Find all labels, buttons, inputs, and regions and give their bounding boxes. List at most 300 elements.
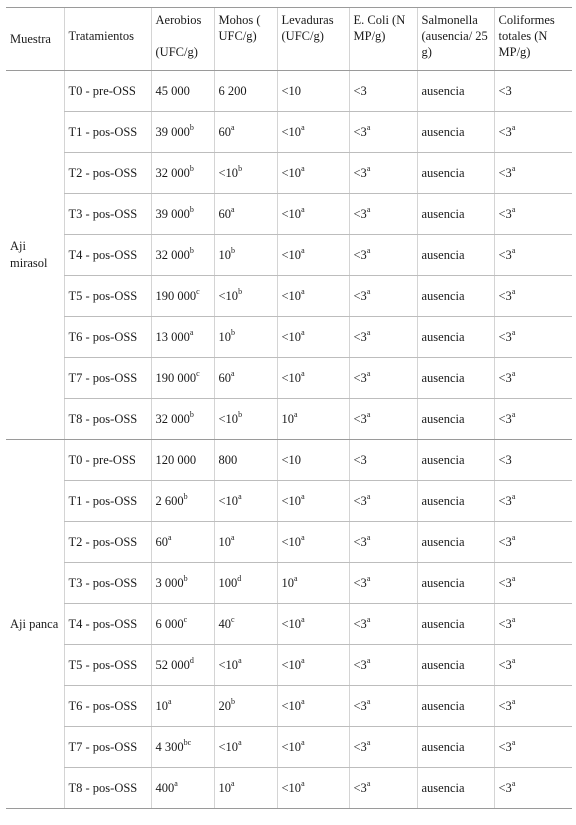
ecoli-cell-superscript: a	[366, 532, 371, 542]
mohos-cell	[214, 317, 277, 358]
mohos-cell-superscript: b	[231, 696, 235, 706]
header-mohos-label: Mohos ( UFC/g)	[218, 13, 261, 43]
aerobios-cell-superscript: a	[174, 778, 178, 788]
table-header	[6, 8, 572, 71]
microbiology-table	[6, 7, 572, 809]
coliformes-cell-value: <3	[498, 616, 512, 631]
salmonella-cell	[417, 112, 494, 153]
salmonella-cell-value: ausencia	[421, 616, 465, 631]
levaduras-cell-value: <10	[281, 698, 302, 713]
coliformes-cell	[494, 645, 572, 686]
coliformes-cell-superscript: a	[511, 122, 516, 132]
levaduras-cell-value: <10	[281, 83, 302, 98]
ecoli-cell-value: <3	[353, 165, 367, 180]
ecoli-cell-superscript: a	[366, 614, 371, 624]
levaduras-cell-superscript: a	[301, 204, 305, 214]
coliformes-cell	[494, 194, 572, 235]
levaduras-cell-value: 10	[281, 575, 294, 590]
levaduras-cell-value: <10	[281, 493, 302, 508]
coliformes-cell-superscript: a	[511, 163, 516, 173]
salmonella-cell	[417, 563, 494, 604]
ecoli-cell-superscript: a	[366, 368, 371, 378]
table-row	[6, 235, 572, 276]
aerobios-cell-value: 39 000	[155, 206, 190, 221]
ecoli-cell-value: <3	[353, 370, 367, 385]
ecoli-cell-value: <3	[353, 83, 367, 98]
levaduras-cell-superscript: a	[301, 614, 305, 624]
aerobios-cell	[151, 358, 214, 399]
levaduras-cell-superscript: a	[301, 368, 305, 378]
ecoli-cell-superscript: a	[366, 655, 371, 665]
coliformes-cell	[494, 563, 572, 604]
levaduras-cell	[277, 358, 349, 399]
header-aerobios	[151, 8, 214, 71]
aerobios-cell-superscript: bc	[183, 737, 192, 747]
aerobios-cell	[151, 194, 214, 235]
ecoli-cell-superscript: a	[366, 696, 371, 706]
coliformes-cell-superscript: a	[511, 327, 516, 337]
coliformes-cell-value: <3	[498, 247, 512, 262]
table-row	[6, 276, 572, 317]
aerobios-cell	[151, 317, 214, 358]
table-row	[6, 153, 572, 194]
coliformes-cell-superscript: a	[511, 204, 516, 214]
mohos-cell	[214, 71, 277, 112]
aerobios-cell	[151, 522, 214, 563]
ecoli-cell-superscript: a	[366, 778, 371, 788]
aerobios-cell-value: 32 000	[155, 247, 190, 262]
header-ecoli	[349, 8, 417, 71]
ecoli-cell-superscript: a	[366, 204, 371, 214]
aerobios-cell-value: 32 000	[155, 165, 190, 180]
ecoli-cell-value: <3	[353, 206, 367, 221]
mohos-cell	[214, 153, 277, 194]
levaduras-cell-value: <10	[281, 370, 302, 385]
coliformes-cell-value: <3	[498, 165, 512, 180]
header-levaduras	[277, 8, 349, 71]
levaduras-cell	[277, 71, 349, 112]
levaduras-cell-superscript: a	[301, 163, 305, 173]
coliformes-cell-superscript: a	[511, 491, 516, 501]
mohos-cell-value: 10	[218, 780, 231, 795]
aerobios-cell-value: 3 000	[155, 575, 184, 590]
tratamiento-cell: T5 - pos-OSS	[64, 645, 151, 686]
salmonella-cell	[417, 727, 494, 768]
mohos-cell-value: <10	[218, 165, 239, 180]
header-salmonella-label: Salmonella (ausencia/ 25 g)	[421, 13, 488, 59]
mohos-cell-superscript: b	[238, 163, 243, 173]
header-coliformes	[494, 8, 572, 71]
salmonella-cell	[417, 71, 494, 112]
coliformes-cell	[494, 317, 572, 358]
coliformes-cell-superscript: a	[511, 614, 516, 624]
mohos-cell	[214, 604, 277, 645]
mohos-cell-superscript: b	[231, 245, 235, 255]
levaduras-cell-value: <10	[281, 616, 302, 631]
salmonella-cell	[417, 153, 494, 194]
mohos-cell-value: <10	[218, 288, 239, 303]
aerobios-cell	[151, 153, 214, 194]
ecoli-cell	[349, 440, 417, 481]
levaduras-cell-value: <10	[281, 247, 302, 262]
ecoli-cell	[349, 112, 417, 153]
mohos-cell-superscript: a	[231, 368, 235, 378]
salmonella-cell-value: ausencia	[421, 698, 465, 713]
mohos-cell-value: 10	[218, 247, 231, 262]
tratamiento-cell: T3 - pos-OSS	[64, 563, 151, 604]
levaduras-cell	[277, 522, 349, 563]
salmonella-cell-value: ausencia	[421, 739, 465, 754]
coliformes-cell-superscript: a	[511, 573, 516, 583]
salmonella-cell-value: ausencia	[421, 288, 465, 303]
aerobios-cell-value: 4 300	[155, 739, 184, 754]
tratamiento-cell: T1 - pos-OSS	[64, 112, 151, 153]
mohos-cell	[214, 686, 277, 727]
coliformes-cell	[494, 358, 572, 399]
coliformes-cell	[494, 727, 572, 768]
levaduras-cell	[277, 317, 349, 358]
tratamiento-cell: T6 - pos-OSS	[64, 686, 151, 727]
aerobios-cell-value: 190 000	[155, 370, 197, 385]
ecoli-cell-value: <3	[353, 616, 367, 631]
ecoli-cell-value: <3	[353, 739, 367, 754]
ecoli-cell	[349, 276, 417, 317]
coliformes-cell-superscript: a	[511, 409, 516, 419]
mohos-cell	[214, 235, 277, 276]
levaduras-cell-superscript: a	[301, 655, 305, 665]
tratamiento-cell: T2 - pos-OSS	[64, 153, 151, 194]
tratamiento-cell: T2 - pos-OSS	[64, 522, 151, 563]
levaduras-cell	[277, 440, 349, 481]
coliformes-cell-value: <3	[498, 288, 512, 303]
salmonella-cell	[417, 317, 494, 358]
mohos-cell-superscript: a	[238, 491, 242, 501]
table-row	[6, 604, 572, 645]
salmonella-cell-value: ausencia	[421, 165, 465, 180]
mohos-cell-superscript: b	[231, 327, 235, 337]
aerobios-cell-value: 2 600	[155, 493, 184, 508]
salmonella-cell-value: ausencia	[421, 575, 465, 590]
ecoli-cell	[349, 153, 417, 194]
mohos-cell-superscript: d	[237, 573, 242, 583]
aerobios-cell-value: 39 000	[155, 124, 190, 139]
mohos-cell-value: 60	[218, 370, 231, 385]
coliformes-cell-value: <3	[498, 739, 512, 754]
aerobios-cell-value: 10	[155, 698, 168, 713]
salmonella-cell-value: ausencia	[421, 124, 465, 139]
levaduras-cell-value: <10	[281, 288, 302, 303]
coliformes-cell-superscript: a	[511, 696, 516, 706]
mohos-cell-superscript: a	[238, 655, 242, 665]
aerobios-cell	[151, 604, 214, 645]
mohos-cell-value: <10	[218, 411, 239, 426]
aerobios-cell-superscript: a	[168, 696, 172, 706]
aerobios-cell-value: 6 000	[155, 616, 184, 631]
aerobios-cell	[151, 112, 214, 153]
aerobios-cell-superscript: a	[168, 532, 172, 542]
table-row	[6, 481, 572, 522]
mohos-cell	[214, 563, 277, 604]
levaduras-cell-superscript: a	[301, 286, 305, 296]
salmonella-cell-value: ausencia	[421, 247, 465, 262]
mohos-cell-value: 800	[218, 452, 238, 467]
mohos-cell-value: 100	[218, 575, 238, 590]
levaduras-cell-value: <10	[281, 780, 302, 795]
coliformes-cell	[494, 399, 572, 440]
coliformes-cell-superscript: a	[511, 368, 516, 378]
mohos-cell-superscript: a	[238, 737, 242, 747]
mohos-cell-value: 10	[218, 329, 231, 344]
aerobios-cell-value: 45 000	[155, 83, 190, 98]
levaduras-cell-value: <10	[281, 657, 302, 672]
salmonella-cell-value: ausencia	[421, 329, 465, 344]
table-row	[6, 112, 572, 153]
aerobios-cell-value: 52 000	[155, 657, 190, 672]
mohos-cell-value: 60	[218, 124, 231, 139]
levaduras-cell-value: 10	[281, 411, 294, 426]
aerobios-cell-value: 60	[155, 534, 168, 549]
levaduras-cell	[277, 768, 349, 809]
ecoli-cell-value: <3	[353, 780, 367, 795]
table-row	[6, 317, 572, 358]
header-levaduras-label: Levaduras (UFC/g)	[281, 13, 334, 43]
mohos-cell	[214, 481, 277, 522]
ecoli-cell	[349, 686, 417, 727]
levaduras-cell-value: <10	[281, 124, 302, 139]
aerobios-cell	[151, 235, 214, 276]
muestra-cell: Aji panca	[6, 440, 64, 809]
salmonella-cell	[417, 399, 494, 440]
mohos-cell-superscript: a	[231, 778, 235, 788]
levaduras-cell	[277, 112, 349, 153]
table-row	[6, 194, 572, 235]
ecoli-cell-superscript: a	[366, 409, 371, 419]
table-row	[6, 522, 572, 563]
header-coliformes-label: Coliformes totales (N MP/g)	[498, 13, 555, 59]
aerobios-cell-superscript: b	[183, 573, 188, 583]
tratamiento-cell: T4 - pos-OSS	[64, 235, 151, 276]
levaduras-cell	[277, 194, 349, 235]
mohos-cell	[214, 399, 277, 440]
ecoli-cell-value: <3	[353, 698, 367, 713]
ecoli-cell	[349, 522, 417, 563]
salmonella-cell	[417, 768, 494, 809]
mohos-cell	[214, 645, 277, 686]
ecoli-cell-superscript: a	[366, 122, 371, 132]
table-body	[6, 71, 572, 809]
salmonella-cell-value: ausencia	[421, 657, 465, 672]
ecoli-cell-value: <3	[353, 247, 367, 262]
levaduras-cell	[277, 235, 349, 276]
coliformes-cell-superscript: a	[511, 532, 516, 542]
ecoli-cell	[349, 235, 417, 276]
levaduras-cell-value: <10	[281, 739, 302, 754]
mohos-cell-value: 6 200	[218, 83, 247, 98]
coliformes-cell	[494, 686, 572, 727]
mohos-cell-value: <10	[218, 493, 239, 508]
mohos-cell-value: <10	[218, 657, 239, 672]
ecoli-cell	[349, 317, 417, 358]
mohos-cell-superscript: a	[231, 122, 235, 132]
salmonella-cell	[417, 235, 494, 276]
header-tratamientos	[64, 8, 151, 71]
mohos-cell-value: 40	[218, 616, 231, 631]
table-row	[6, 440, 572, 481]
coliformes-cell-value: <3	[498, 83, 512, 98]
coliformes-cell	[494, 276, 572, 317]
coliformes-cell-superscript: a	[511, 778, 516, 788]
tratamiento-cell: T8 - pos-OSS	[64, 768, 151, 809]
coliformes-cell	[494, 522, 572, 563]
aerobios-cell-value: 120 000	[155, 452, 197, 467]
aerobios-cell-superscript: b	[189, 409, 194, 419]
coliformes-cell	[494, 768, 572, 809]
tratamiento-cell: T5 - pos-OSS	[64, 276, 151, 317]
ecoli-cell	[349, 604, 417, 645]
salmonella-cell-value: ausencia	[421, 83, 465, 98]
aerobios-cell-superscript: a	[189, 327, 194, 337]
tratamiento-cell: T4 - pos-OSS	[64, 604, 151, 645]
ecoli-cell-value: <3	[353, 329, 367, 344]
aerobios-cell-superscript: b	[189, 204, 194, 214]
ecoli-cell	[349, 645, 417, 686]
header-muestra: Muestra	[6, 8, 64, 71]
aerobios-cell-superscript: d	[189, 655, 194, 665]
header-aerobios-unit: (UFC/g)	[155, 45, 198, 59]
table-row	[6, 727, 572, 768]
coliformes-cell-superscript: a	[511, 737, 516, 747]
aerobios-cell	[151, 276, 214, 317]
coliformes-cell-value: <3	[498, 452, 512, 467]
ecoli-cell-value: <3	[353, 575, 367, 590]
coliformes-cell-value: <3	[498, 124, 512, 139]
muestra-cell: Aji mirasol	[6, 71, 64, 440]
aerobios-cell	[151, 768, 214, 809]
mohos-cell-superscript: a	[231, 532, 235, 542]
mohos-cell	[214, 194, 277, 235]
mohos-cell-superscript: b	[238, 286, 243, 296]
mohos-cell-value: 60	[218, 206, 231, 221]
levaduras-cell	[277, 727, 349, 768]
levaduras-cell	[277, 276, 349, 317]
ecoli-cell	[349, 563, 417, 604]
aerobios-cell	[151, 563, 214, 604]
mohos-cell	[214, 112, 277, 153]
coliformes-cell-superscript: a	[511, 655, 516, 665]
coliformes-cell-value: <3	[498, 329, 512, 344]
mohos-cell	[214, 522, 277, 563]
header-aerobios-label: Aerobios	[155, 13, 202, 27]
salmonella-cell	[417, 440, 494, 481]
levaduras-cell-superscript: a	[294, 573, 298, 583]
coliformes-cell	[494, 153, 572, 194]
salmonella-cell-value: ausencia	[421, 452, 465, 467]
aerobios-cell	[151, 440, 214, 481]
aerobios-cell-superscript: b	[189, 245, 194, 255]
mohos-cell	[214, 768, 277, 809]
salmonella-cell	[417, 358, 494, 399]
ecoli-cell	[349, 481, 417, 522]
levaduras-cell-value: <10	[281, 165, 302, 180]
levaduras-cell-superscript: a	[301, 245, 305, 255]
mohos-cell	[214, 727, 277, 768]
mohos-cell-value: 10	[218, 534, 231, 549]
salmonella-cell-value: ausencia	[421, 780, 465, 795]
coliformes-cell	[494, 71, 572, 112]
salmonella-cell	[417, 481, 494, 522]
coliformes-cell-value: <3	[498, 575, 512, 590]
levaduras-cell-superscript: a	[301, 491, 305, 501]
ecoli-cell-superscript: a	[366, 163, 371, 173]
header-ecoli-label: E. Coli (N MP/g)	[353, 13, 406, 43]
salmonella-cell	[417, 194, 494, 235]
aerobios-cell	[151, 399, 214, 440]
ecoli-cell-value: <3	[353, 493, 367, 508]
ecoli-cell	[349, 768, 417, 809]
ecoli-cell-superscript: a	[366, 245, 371, 255]
ecoli-cell	[349, 71, 417, 112]
coliformes-cell-value: <3	[498, 206, 512, 221]
aerobios-cell-superscript: c	[196, 286, 200, 296]
aerobios-cell-value: 13 000	[155, 329, 190, 344]
table-row	[6, 645, 572, 686]
coliformes-cell-superscript: a	[511, 286, 516, 296]
coliformes-cell	[494, 235, 572, 276]
levaduras-cell	[277, 686, 349, 727]
coliformes-cell	[494, 112, 572, 153]
levaduras-cell	[277, 604, 349, 645]
tratamiento-cell: T8 - pos-OSS	[64, 399, 151, 440]
table-row	[6, 686, 572, 727]
levaduras-cell	[277, 645, 349, 686]
mohos-cell-superscript: a	[231, 204, 235, 214]
coliformes-cell-value: <3	[498, 698, 512, 713]
aerobios-cell-superscript: b	[189, 163, 194, 173]
ecoli-cell-superscript: a	[366, 737, 371, 747]
header-salmonella	[417, 8, 494, 71]
mohos-cell-superscript: b	[238, 409, 243, 419]
aerobios-cell	[151, 727, 214, 768]
ecoli-cell-value: <3	[353, 124, 367, 139]
levaduras-cell-superscript: a	[294, 409, 298, 419]
mohos-cell	[214, 358, 277, 399]
levaduras-cell-superscript: a	[301, 778, 305, 788]
ecoli-cell	[349, 727, 417, 768]
ecoli-cell-superscript: a	[366, 491, 371, 501]
aerobios-cell	[151, 481, 214, 522]
ecoli-cell-value: <3	[353, 411, 367, 426]
aerobios-cell-value: 32 000	[155, 411, 190, 426]
tratamiento-cell: T0 - pre-OSS	[64, 440, 151, 481]
table-row	[6, 71, 572, 112]
mohos-cell-value: <10	[218, 739, 239, 754]
salmonella-cell	[417, 686, 494, 727]
aerobios-cell-superscript: b	[189, 122, 194, 132]
levaduras-cell	[277, 399, 349, 440]
table-row	[6, 358, 572, 399]
aerobios-cell	[151, 645, 214, 686]
levaduras-cell-value: <10	[281, 534, 302, 549]
salmonella-cell	[417, 276, 494, 317]
coliformes-cell-value: <3	[498, 780, 512, 795]
aerobios-cell-value: 190 000	[155, 288, 197, 303]
ecoli-cell-value: <3	[353, 452, 367, 467]
salmonella-cell	[417, 604, 494, 645]
coliformes-cell-value: <3	[498, 657, 512, 672]
levaduras-cell-superscript: a	[301, 532, 305, 542]
table-row	[6, 768, 572, 809]
ecoli-cell-superscript: a	[366, 327, 371, 337]
